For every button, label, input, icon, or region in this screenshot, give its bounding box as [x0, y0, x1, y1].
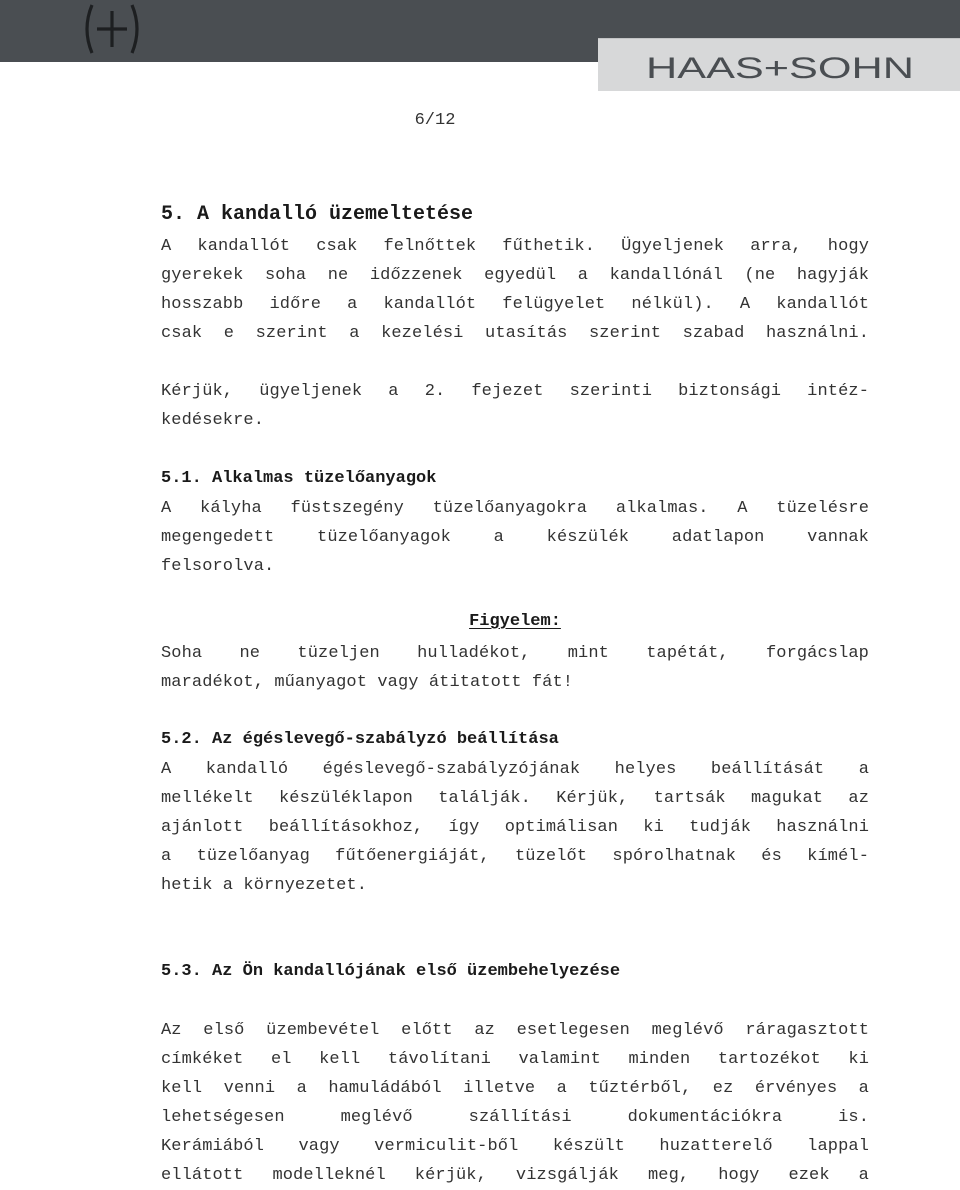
section-5-2-paragraph [161, 755, 869, 900]
text-line: mellékelt készüléklapon találják. Kérjük, tartsák magukat az [161, 789, 869, 808]
plus-logo-icon [80, 2, 144, 56]
section-5-1-title: 5.1. Alkalmas tüzelőanyagok [161, 469, 437, 488]
text-line: ellátott modelleknél kérjük, vizsgálják meg, hogy ezek a [161, 1166, 869, 1185]
page-number: 6/12 [414, 111, 456, 130]
text-line: hetik a környezetet. [161, 876, 368, 895]
text-line: Kerámiából vagy vermiculit-ből készült huzatterelő lappal [161, 1137, 869, 1156]
text-line: A kályha füstszegény tüzelőanyagokra alkalmas. A tüzelésre [161, 499, 869, 518]
text-line: megengedett tüzelőanyagok a készülék adatlapon vannak [161, 528, 869, 547]
warning-text [161, 639, 869, 697]
text-line: Kérjük, ügyeljenek a 2. fejezet szerinti biztonsági intéz- [161, 382, 869, 401]
section-5-1-paragraph [161, 494, 869, 581]
text-line: kedésekre. [161, 411, 265, 430]
section-5-title: 5. A kandalló üzemeltetése [161, 203, 474, 226]
text-line: kell venni a hamuládából illetve a tűztérből, ez érvényes a [161, 1079, 869, 1098]
brand-logo [646, 51, 914, 81]
text-line: maradékot, műanyagot vagy átitatott fát! [161, 673, 574, 692]
text-line: címkéket el kell távolítani valamint minden tartozékot ki [161, 1050, 869, 1069]
text-line: hosszabb időre a kandallót felügyelet nélkül). A kandallót [161, 295, 869, 314]
section-5-2-title: 5.2. Az égéslevegő-szabályzó beállítása [161, 730, 559, 749]
warning-title: Figyelem: [469, 612, 561, 631]
section-5-paragraph-2 [161, 377, 869, 435]
section-5-3-paragraph [161, 1016, 869, 1190]
text-line: ajánlott beállításokhoz, így optimálisan ki tudják használni [161, 818, 869, 837]
text-line: A kandallót csak felnőttek fűthetik. Ügyeljenek arra, hogy [161, 237, 869, 256]
text-line: csak e szerint a kezelési utasítás szerint szabad használni. [161, 324, 869, 343]
text-line: Soha ne tüzeljen hulladékot, mint tapétát, forgácslap [161, 644, 869, 663]
section-5-3-title: 5.3. Az Ön kandallójának első üzembehelyezése [161, 962, 621, 981]
text-line: felsorolva. [161, 557, 275, 576]
text-line: gyerekek soha ne időzzenek egyedül a kandallónál (ne hagyják [161, 266, 869, 285]
text-line: A kandalló égéslevegő-szabályzójának helyes beállítását a [161, 760, 869, 779]
brand-logo-box [598, 38, 960, 91]
text-line: lehetségesen meglévő szállítási dokumentációkra is. [161, 1108, 869, 1127]
text-line: Az első üzembevétel előtt az esetlegesen meglévő ráragasztott [161, 1021, 869, 1040]
section-5-paragraph-1 [161, 232, 869, 348]
text-line: a tüzelőanyag fűtőenergiáját, tüzelőt spórolhatnak és kímél- [161, 847, 869, 866]
brand-logo-text: HAAS+SOHN [646, 52, 914, 81]
